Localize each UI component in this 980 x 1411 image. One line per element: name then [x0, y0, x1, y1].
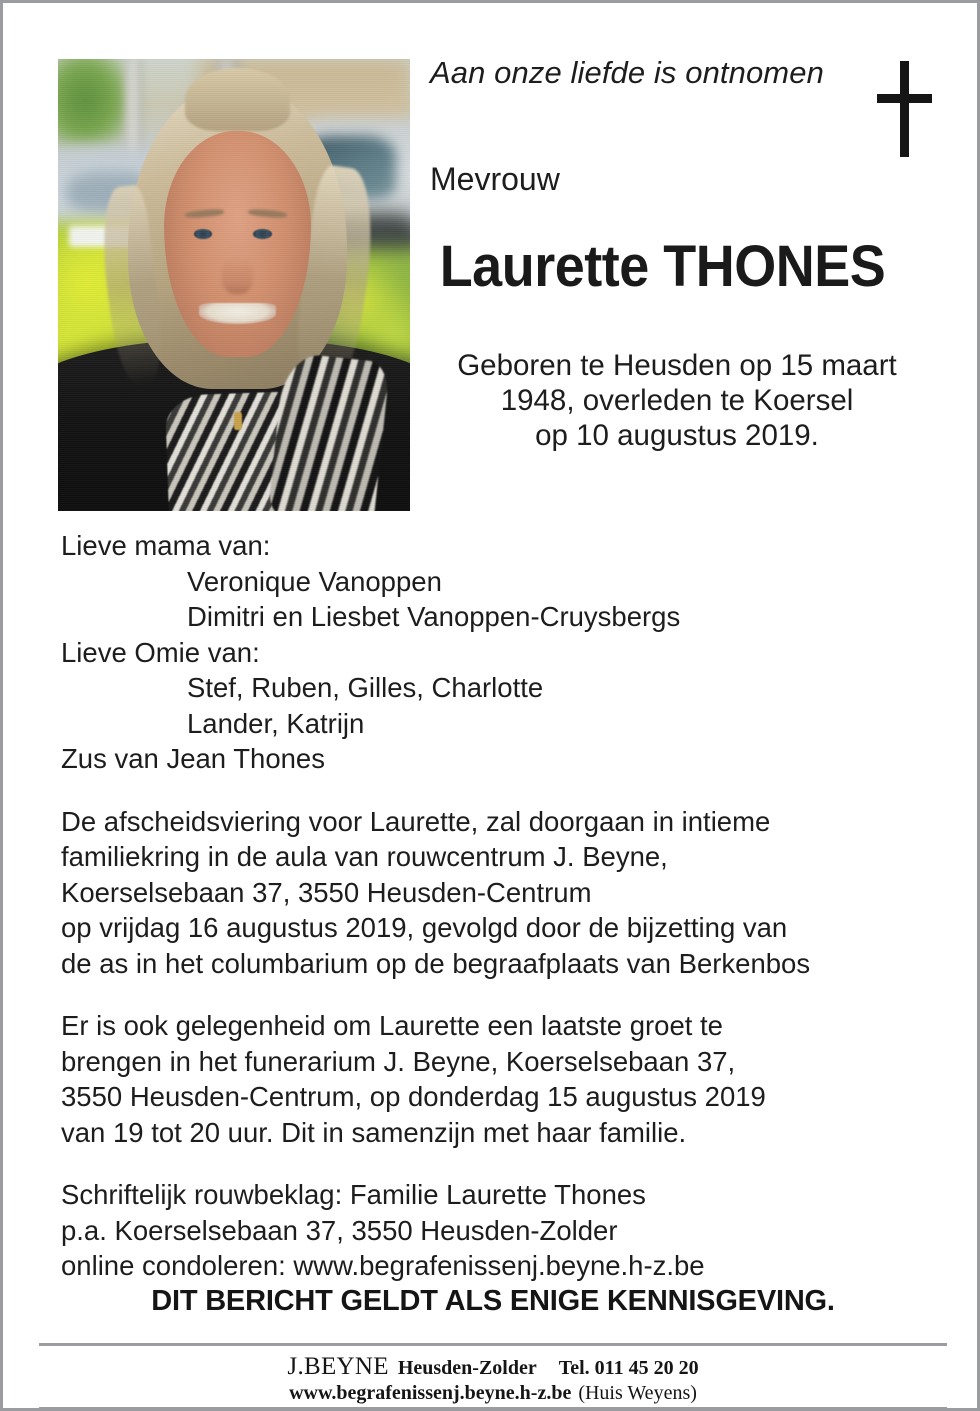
portrait-chin	[206, 330, 269, 357]
list-item: Veronique Vanoppen	[187, 565, 442, 597]
paragraph-line: familiekring in de aula van rouwcentrum J. Beyne,	[61, 841, 668, 872]
footer-line-1	[3, 1353, 980, 1381]
visitation-paragraph	[61, 1008, 941, 1150]
list-item: Lieve mama van:	[61, 530, 271, 561]
condolence-website-line: online condoleren: www.begrafenissenj.beyne.h-z.be	[61, 1250, 705, 1281]
portrait-mouth	[199, 303, 276, 324]
closing-statement: DIT BERICHT GELDT ALS ENIGE KENNISGEVING.	[151, 1285, 835, 1317]
paragraph-line: Schriftelijk rouwbeklag: Familie Laurette Thones	[61, 1179, 646, 1210]
header-area	[3, 3, 980, 515]
life-dates-line-3: op 10 augustus 2019.	[535, 419, 819, 452]
list-item: Dimitri en Liesbet Vanoppen-Cruysbergs	[187, 601, 681, 632]
life-dates-line-2: 1948, overleden te Koersel	[500, 384, 854, 417]
portrait-eye-right	[253, 229, 271, 239]
relations-list	[61, 528, 941, 777]
paragraph-line: De afscheidsviering voor Laurette, zal doorgaan in intieme	[61, 805, 771, 837]
lead-line: Aan onze liefde is ontnomen	[430, 55, 824, 90]
footer-rule-top	[39, 1343, 947, 1346]
list-item: Zus van Jean Thones	[61, 743, 325, 774]
paragraph-line: 3550 Heusden-Centrum, op donderdag 15 augustus 2019	[61, 1081, 766, 1112]
footer-rule-bottom	[39, 1407, 947, 1410]
funeral-home-brand: J.BEYNE	[287, 1353, 389, 1380]
list-item: Stef, Ruben, Gilles, Charlotte	[187, 672, 544, 703]
footer-content	[3, 1353, 980, 1405]
salutation: Mevrouw	[430, 161, 560, 197]
funeral-home-city: Heusden-Zolder	[397, 1357, 537, 1379]
footer-line-2	[3, 1382, 980, 1405]
list-item: Lieve Omie van:	[61, 636, 260, 668]
funeral-home-website: www.begrafenissenj.beyne.h-z.be	[289, 1382, 572, 1404]
cross-vertical-bar	[900, 61, 909, 157]
paragraph-line: Er is ook gelegenheid om Laurette een laatste groet te	[61, 1010, 723, 1041]
paragraph-line: op vrijdag 16 augustus 2019, gevolgd door de bijzetting van	[61, 912, 788, 943]
funeral-home-house-name: (Huis Weyens)	[578, 1382, 697, 1404]
portrait-necklace-pendant	[234, 412, 242, 430]
notice-body	[61, 528, 941, 1284]
portrait-nose	[222, 258, 254, 294]
paragraph-line: p.a. Koerselsebaan 37, 3550 Heusden-Zolder	[61, 1214, 618, 1246]
life-dates-line-1: Geboren te Heusden op 15 maart	[457, 349, 897, 382]
portrait-eye-left	[194, 229, 212, 239]
portrait-canvas	[58, 59, 410, 511]
photo-background-foliage	[58, 59, 135, 145]
portrait-hair-top	[185, 68, 291, 131]
paragraph-line: de as in het columbarium op de begraafplaats van Berkenbos	[61, 947, 811, 979]
cross-horizontal-bar	[877, 94, 932, 103]
portrait-photo	[58, 59, 410, 511]
paragraph-line: brengen in het funerarium J. Beyne, Koerselsebaan 37,	[61, 1045, 736, 1077]
paragraph-line: van 19 tot 20 uur. Dit in samenzijn met haar familie.	[61, 1116, 687, 1148]
life-dates	[422, 348, 932, 453]
condolence-paragraph	[61, 1177, 941, 1284]
deceased-name: Laurette THONES	[439, 234, 886, 299]
funeral-home-phone: Tel. 011 45 20 20	[558, 1357, 699, 1379]
list-item: Lander, Katrijn	[187, 707, 365, 739]
ceremony-paragraph	[61, 804, 941, 982]
paragraph-line: Koerselsebaan 37, 3550 Heusden-Centrum	[61, 876, 592, 908]
